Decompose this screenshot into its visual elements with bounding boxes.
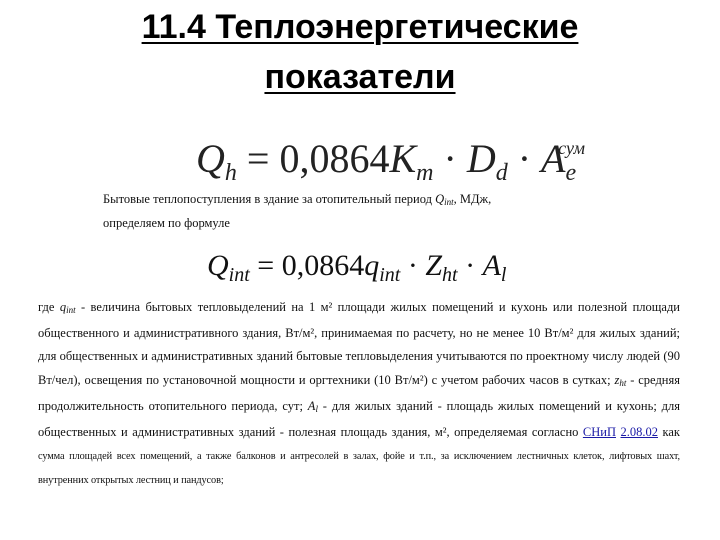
desc-part-2: - величина бытовых тепловыделений на 1 м² площади жилых помещений и кухонь или полезной площади общественного и административного здания, Вт/м², принимаемая по расчету, но не менее 10 Вт/м² для жилых зданий; для общественных и административных зданий бытовые тепловыделения учитываются по проектному числу людей (90 Вт/чел), освещения по установочной мощности и оргтехники (10 Вт/м²) с учетом рабочих часов в сутках;	[38, 300, 680, 387]
desc-z-sub: ht	[619, 377, 627, 388]
formula2-eq: = 0,0864	[249, 249, 365, 282]
formula2-a-sub: l	[500, 264, 507, 286]
formula1-d: D	[466, 136, 496, 181]
desc-part-5: как	[658, 425, 681, 440]
intro-q: Q	[435, 192, 445, 206]
intro-text	[103, 189, 563, 234]
formula1-dot1: ·	[433, 136, 467, 181]
formula2-lhs: Q	[207, 249, 229, 282]
formula2-q: q	[364, 249, 380, 282]
desc-part-6: сумма площадей всех помещений, а также балконов и антресолей в залах, фойе и т.п., за исключением лестничных клеток, лифтовых шахт, внутренних открытых лестниц и пандусов;	[38, 451, 680, 487]
formula1-a-sup: сум	[558, 138, 586, 158]
formula1-a-sub: e	[565, 160, 577, 186]
desc-part-4: - для жилых зданий - площадь жилых помещений и кухонь; для общественных и административных зданий - полезная площадь здания, м², определяемая согласно	[38, 398, 680, 440]
intro-text-before: Бытовые теплопоступления в здание за отопительный период	[103, 192, 436, 206]
internal-gain-formula	[207, 243, 506, 298]
intro-text-after: , МДж,	[453, 192, 492, 206]
desc-part-3: - средняя продолжительность отопительного периода, сут;	[38, 372, 680, 413]
title-line-1: 11.4 Теплоэнергетические	[141, 8, 579, 46]
formula2-q-sub: int	[379, 264, 401, 286]
formula1-eq: = 0,0864	[236, 136, 390, 181]
slide-title	[0, 2, 720, 102]
formula2-lhs-sub: int	[228, 264, 250, 286]
formula2-z-sub: ht	[442, 264, 458, 286]
formula1-lhs-sub: h	[224, 160, 237, 186]
desc-part-1: где	[38, 300, 60, 314]
desc-q-sub: int	[66, 305, 76, 315]
desc-a: A	[307, 398, 316, 413]
intro-line-2: определяем по формуле	[103, 216, 230, 230]
formula2-dot2: ·	[457, 249, 483, 282]
title-line-2: показатели	[264, 58, 456, 96]
formula1-k: K	[389, 136, 417, 181]
formula2-a: A	[482, 249, 501, 282]
formula1-lhs: Q	[196, 136, 225, 181]
snip-link[interactable]: СНиП	[582, 425, 616, 440]
intro-q-sub: int	[444, 197, 454, 207]
desc-q: q	[59, 300, 67, 314]
formula1-d-sub: d	[495, 160, 508, 186]
formula1-k-sub: m	[416, 160, 434, 186]
desc-a-sub: l	[315, 403, 318, 414]
desc-z: z	[614, 372, 620, 387]
formula2-z: Z	[425, 249, 443, 282]
formula2-dot1: ·	[400, 249, 426, 282]
formula1-a: A	[541, 136, 566, 181]
snip-number-link[interactable]: 2.08.02	[620, 425, 658, 440]
variable-description	[38, 296, 680, 493]
formula1-dot2: ·	[507, 136, 542, 181]
